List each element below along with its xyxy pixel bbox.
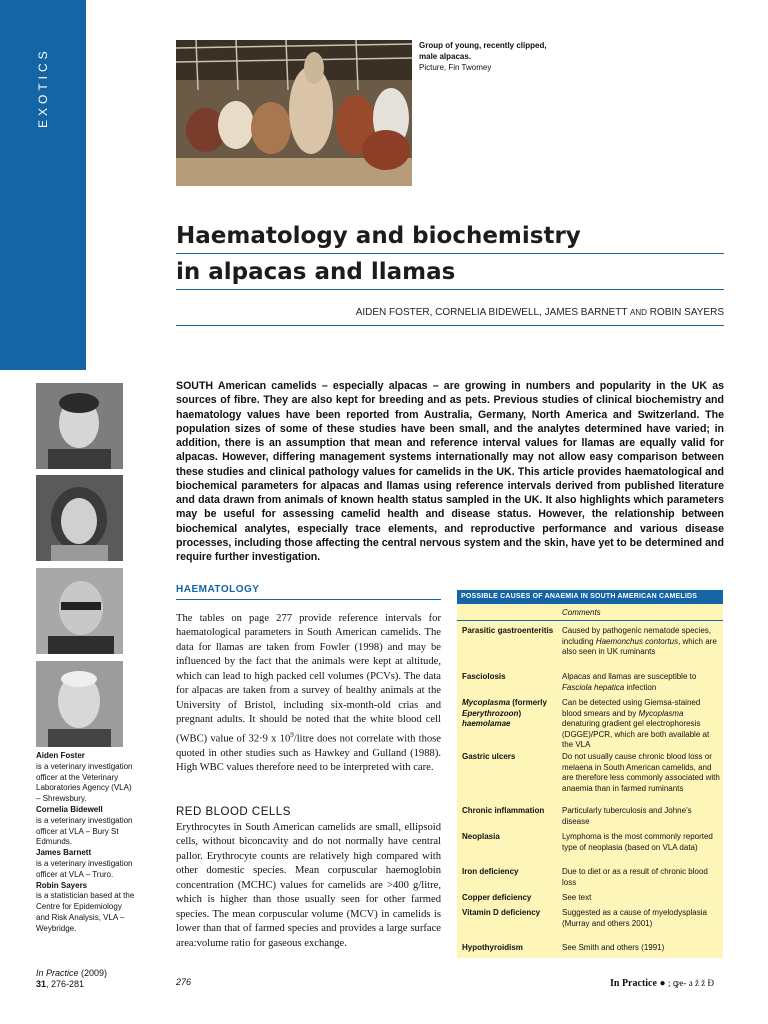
cause-cell: Chronic inflammation — [462, 806, 545, 815]
title-line-2: in alpacas and llamas — [176, 254, 724, 290]
haematology-heading: HAEMATOLOGY — [176, 584, 441, 600]
photo-caption — [419, 40, 549, 73]
comments-label: Comments — [562, 608, 601, 617]
running-footer — [610, 976, 714, 989]
comment-cell: Due to diet or as a result of chronic blood loss — [562, 867, 708, 887]
cause-cell: Mycoplasma (formerly Eperythrozoon) haemolamae — [462, 698, 547, 728]
comment-cell: See Smith and others (1991) — [562, 943, 665, 952]
citation-journal: In Practice — [36, 968, 79, 978]
citation-year: (2009) — [78, 968, 108, 978]
haem-text-b: /litre does not correlate with those quoted in other studies such as Hawkey and Gulland (1988). High WBC values therefore need to be interpreted with care. — [176, 733, 441, 774]
bio-name: Robin Sayers — [36, 880, 88, 890]
cause-cell: Iron deficiency — [462, 867, 519, 876]
comment-cell: Suggested as a cause of myelodysplasia (Murray and others 2001) — [562, 908, 707, 928]
caption-text: Group of young, recently clipped, male alpacas. — [419, 41, 547, 61]
bio-name: Cornelia Bidewell — [36, 804, 103, 814]
authors-part-2: ROBIN SAYERS — [649, 307, 724, 318]
cause-cell: Neoplasia — [462, 832, 500, 841]
box-title: POSSIBLE CAUSES OF ANAEMIA IN SOUTH AMERICAN CAMELIDS — [457, 590, 723, 604]
comment-cell: Do not usually cause chronic blood loss or melaena in South American camelids, and are therefore less commonly associated with anaemia than in farmed ruminants — [562, 752, 720, 793]
bio-bidewell — [36, 805, 136, 848]
bio-name: Aiden Foster — [36, 751, 85, 760]
cause-cell: Hypothyroidism — [462, 943, 523, 952]
comment-cell: See text — [562, 893, 592, 902]
comment-cell: Particularly tuberculosis and Johne's disease — [562, 806, 692, 826]
rbc-paragraph: Erythrocytes in South American camelids are small, ellipsoid cells, without biconcavity and do not normally have central pallor. Erythrocyte counts are relatively high compared with other domestic species. Mean corpuscular haemoglobin concentration (MCHC) values for camelids are >400 g/litre, which is higher than those usually seen for other farmed species. The mean corpuscular volume (MCV) in camelids is lower than that of farmed species and provides a large surface area:volume ratio for gaseous exchange. — [176, 822, 441, 949]
bio-barnett — [36, 848, 136, 880]
article-title — [176, 218, 724, 290]
bio-text: is a veterinary investigation officer at VLA – Truro. — [36, 858, 133, 879]
box-subheader — [457, 604, 723, 621]
hero-photo — [176, 40, 412, 186]
bio-text: is a veterinary investigation officer at VLA – Bury St Edmunds. — [36, 815, 133, 847]
author-byline — [176, 307, 724, 326]
comment-cell: Alpacas and llamas are susceptible to Fasciola hepatica infection — [562, 672, 697, 692]
bio-text: is a statistician based at the Centre for Epidemiology and Risk Analysis, VLA – Weybridge. — [36, 891, 135, 933]
author-photo-sayers — [36, 661, 123, 747]
footer-journal: In Practice — [610, 978, 657, 989]
cause-cell: Parasitic gastroenteritis — [462, 626, 554, 635]
author-photo-barnett — [36, 568, 123, 654]
citation — [36, 968, 107, 990]
rbc-heading: RED BLOOD CELLS — [176, 806, 291, 818]
author-photo-bidewell — [36, 475, 123, 561]
section-tab — [0, 0, 86, 370]
abstract: SOUTH American camelids – especially alpacas – are growing in numbers and popularity in the UK as sources of fibre. They are also kept for breeding and as pets. Previous studies of clinical biochemistry and haematology values have been reported from Australia, Germany, North America and Switzerland. The population sizes of some of these studies have been small, and the analytes determined have varied; in addition, there is an assumption that mean and reference interval values for llamas are equally valid for alpacas. However, differing management systems internationally may not allow easy comparison between these studies and clinical pathology values for camelids in the UK. This article provides haematological and biochemical parameters for alpacas and llamas using reference intervals derived from published literature and data drawn from animals of known health status sampled in the UK. It also highlights which parameters may be useful for assessing camelid health and disease status. However, the relationship between biochemical analytes, especially trace elements, and reproductive performance and various disease processes, including those affecting the central nervous system and the skin, have yet to be determined and require further investigation. — [176, 380, 724, 563]
bio-text: is a veterinary investigation officer at the Veterinary Laboratories Agency (VLA) – Shrewsbury. — [36, 761, 133, 804]
bio-name: James Barnett — [36, 848, 92, 858]
authors-part-1: AIDEN FOSTER, CORNELIA BIDEWELL, JAMES BARNETT — [355, 307, 628, 318]
haem-text-a: The tables on page 277 provide reference intervals for haematological parameters in South American camelids. The data for llamas are taken from Fowler (1998) and may be influenced by the fact that the animals were kept at altitude, which can lead to high packed cell volumes (PCVs). The data for alpacas are taken from a survey of healthy animals at the University of Bristol, including six-month-old crias and pregnant adults. It should be noted that the white blood cell (WBC) value of 32·9 x 10 — [176, 613, 441, 745]
cause-cell: Fasciolosis — [462, 672, 506, 681]
page-number: 276 — [176, 977, 192, 987]
authors-and: AND — [630, 308, 647, 317]
cause-cell: Gastric ulcers — [462, 752, 516, 761]
title-line-1: Haematology and biochemistry — [176, 218, 724, 254]
bio-foster — [36, 751, 136, 805]
section-label: EXOTICS — [36, 47, 50, 128]
comment-cell: Lymphoma is the most commonly reported type of neoplasia (based on VLA data) — [562, 832, 713, 852]
cause-cell: Copper deficiency — [462, 893, 532, 902]
comment-cell: Caused by pathogenic nematode species, including Haemonchus contortus, which are also seen in UK ruminants — [562, 626, 717, 656]
citation-volume: 31 — [36, 979, 47, 989]
photo-credit: Picture, Fin Twomey — [419, 63, 492, 72]
bullet-icon: ● — [659, 978, 666, 989]
anaemia-causes-box — [457, 590, 723, 958]
bio-sayers — [36, 881, 136, 935]
comment-cell: Can be detected using Giemsa-stained blood smears and by Mycoplasma denaturing gradient gel electrophoresis (DGGE)/PCR, which are both available at the VLA — [562, 698, 710, 749]
cause-cell: Vitamin D deficiency — [462, 908, 541, 917]
citation-pages: , 276-281 — [46, 979, 85, 989]
haematology-paragraph — [176, 612, 441, 776]
footer-issue: ; ꝙe- a ž ž Ð — [667, 978, 714, 988]
haem-sup: 9 — [290, 730, 294, 739]
author-bios — [36, 751, 136, 935]
author-photo-foster — [36, 383, 123, 469]
